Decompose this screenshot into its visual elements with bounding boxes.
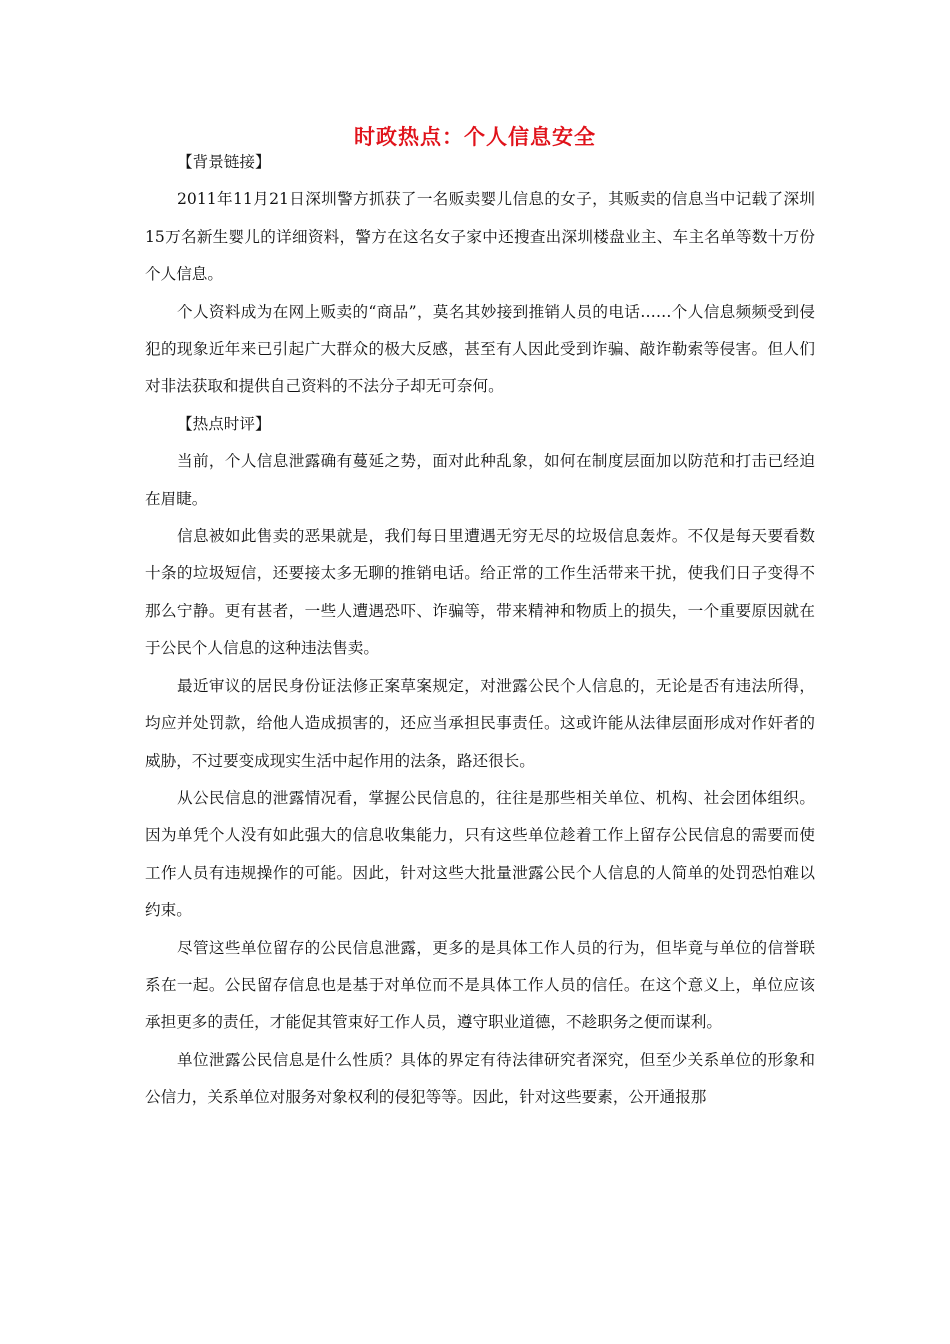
paragraph: 当前，个人信息泄露确有蔓延之势，面对此种乱象，如何在制度层面加以防范和打击已经迫在眉睫。 [145, 452, 815, 508]
paragraph: 个人资料成为在网上贩卖的“商品”，莫名其妙接到推销人员的电话……个人信息频频受到侵犯的现象近年来已引起广大群众的极大反感，甚至有人因此受到诈骗、敲诈勒索等侵害。但人们对非法获取和提供自己资料的不法分子却无可奈何。 [145, 302, 815, 396]
section-heading-commentary: 【热点时评】 [177, 414, 271, 433]
section-background [145, 144, 815, 406]
paragraph: 从公民信息的泄露情况看，掌握公民信息的，往往是那些相关单位、机构、社会团体组织。因为单凭个人没有如此强大的信息收集能力，只有这些单位趁着工作上留存公民信息的需要而使工作人员有违规操作的可能。因此，针对这些大批量泄露公民个人信息的人简单的处罚恐怕难以约束。 [145, 788, 815, 920]
document-body [145, 144, 815, 1117]
paragraph: 最近审议的居民身份证法修正案草案规定，对泄露公民个人信息的，无论是否有违法所得，均应并处罚款，给他人造成损害的，还应当承担民事责任。这或许能从法律层面形成对作奸者的威胁，不过要变成现实生活中起作用的法条，路还很长。 [145, 676, 815, 770]
paragraph: 单位泄露公民信息是什么性质？具体的界定有待法律研究者深究，但至少关系单位的形象和公信力，关系单位对服务对象权利的侵犯等等。因此，针对这些要素，公开通报那 [145, 1050, 815, 1107]
paragraph: 尽管这些单位留存的公民信息泄露，更多的是具体工作人员的行为，但毕竟与单位的信誉联系在一起。公民留存信息也是基于对单位而不是具体工作人员的信任。在这个意义上，单位应该承担更多的责任，才能促其管束好工作人员，遵守职业道德，不趁职务之便而谋利。 [145, 938, 815, 1032]
paragraph: 信息被如此售卖的恶果就是，我们每日里遭遇无穷无尽的垃圾信息轰炸。不仅是每天要看数十条的垃圾短信，还要接太多无聊的推销电话。给正常的工作生活带来干扰，使我们日子变得不那么宁静。更有甚者，一些人遭遇恐吓、诈骗等，带来精神和物质上的损失，一个重要原因就在于公民个人信息的这种违法售卖。 [145, 527, 815, 658]
section-heading-background: 【背景链接】 [177, 153, 271, 171]
paragraph: 2011年11月21日深圳警方抓获了一名贩卖婴儿信息的女子，其贩卖的信息当中记载了深圳15万名新生婴儿的详细资料，警方在这名女子家中还搜查出深圳楼盘业主、车主名单等数十万份个人信息。 [145, 190, 815, 284]
document-title: 时政热点：个人信息安全 [354, 125, 596, 149]
section-commentary [145, 406, 815, 1117]
